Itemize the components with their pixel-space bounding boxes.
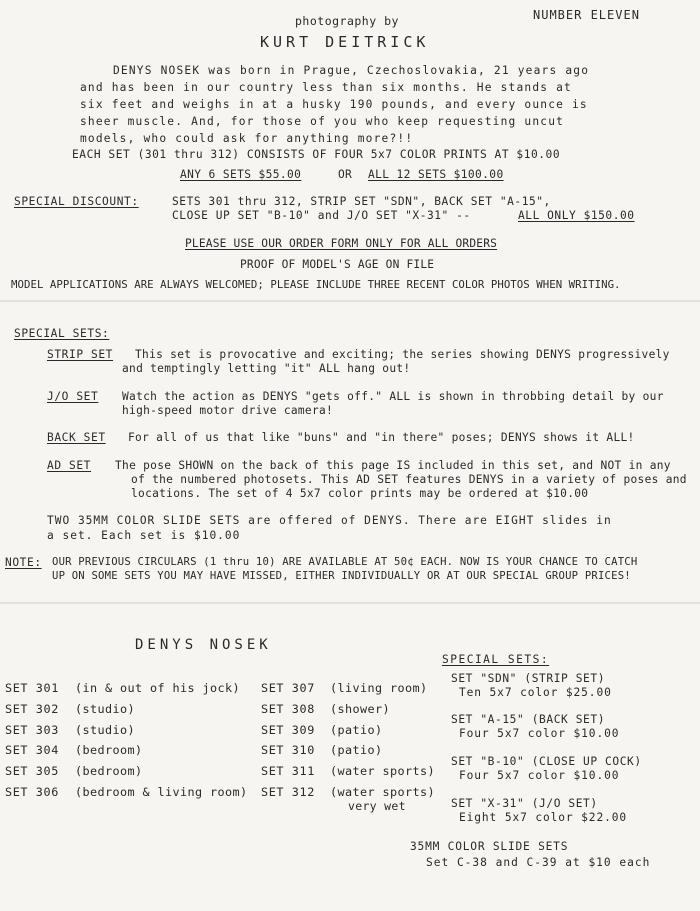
set-description: (studio) bbox=[75, 722, 136, 737]
set-description: (bedroom) bbox=[75, 743, 143, 758]
special-set-detail: Four 5x7 color $10.00 bbox=[459, 727, 620, 740]
special-set-name: SET "X-31" (J/O SET) bbox=[451, 797, 598, 810]
photographer-name: KURT DEITRICK bbox=[260, 33, 430, 51]
jo-set-desc: high-speed motor drive camera! bbox=[122, 404, 334, 417]
intro-line: DENYS NOSEK was born in Prague, Czechoslovakia, 21 years ago bbox=[113, 64, 590, 77]
special-set-detail: Four 5x7 color $10.00 bbox=[459, 769, 620, 782]
intro-line: six feet and weighs in at a husky 190 pounds, and every ounce is bbox=[80, 98, 588, 111]
set-number: SET 309 bbox=[261, 722, 315, 737]
set-description: (living room) bbox=[330, 681, 428, 695]
discount-line: SETS 301 thru 312, STRIP SET "SDN", BACK SET "A-15", bbox=[172, 195, 551, 208]
special-sets-heading: SPECIAL SETS: bbox=[14, 327, 110, 340]
order-form-notice: PLEASE USE OUR ORDER FORM ONLY FOR ALL ORDERS bbox=[185, 237, 498, 250]
strip-set-desc: and temptingly letting "it" ALL hang out! bbox=[122, 362, 411, 375]
set-description: (water sports) bbox=[330, 785, 436, 799]
ad-set-desc: of the numbered photosets. This AD SET features DENYS in a variety of poses and bbox=[131, 473, 687, 486]
set-number: SET 302 bbox=[5, 701, 59, 716]
all-twelve-offer: ALL 12 SETS $100.00 bbox=[368, 168, 504, 181]
ad-set-desc: locations. The set of 4 5x7 color prints may be ordered at $10.00 bbox=[131, 487, 589, 500]
set-number: SET 305 bbox=[5, 764, 59, 779]
ad-set-desc: The pose SHOWN on the back of this page IS included in this set, and NOT in any bbox=[115, 459, 671, 472]
special-set-detail: Eight 5x7 color $22.00 bbox=[459, 811, 627, 824]
applications-notice: MODEL APPLICATIONS ARE ALWAYS WELCOMED; PLEASE INCLUDE THREE RECENT COLOR PHOTOS WHEN WRITING. bbox=[11, 278, 621, 291]
discount-line: CLOSE UP SET "B-10" and J/O SET "X-31" -- bbox=[172, 209, 471, 222]
set-description: (patio) bbox=[330, 743, 383, 758]
jo-set-desc: Watch the action as DENYS "gets off." ALL is shown in throbbing detail by our bbox=[122, 390, 664, 403]
note-line: UP ON SOME SETS YOU MAY HAVE MISSED, EITHER INDIVIDUALLY OR AT OUR SPECIAL GROUP PRICES! bbox=[52, 570, 631, 582]
intro-line: and has been in our country less than six months. He stands at bbox=[80, 81, 572, 94]
set-number: SET 311 bbox=[261, 764, 315, 779]
strip-set-label: STRIP SET bbox=[47, 348, 114, 361]
note-line: OUR PREVIOUS CIRCULARS (1 thru 10) ARE AVAILABLE AT 50¢ EACH. NOW IS YOUR CHANCE TO CATCH bbox=[52, 556, 638, 568]
slide-sets-desc: TWO 35MM COLOR SLIDE SETS are offered of DENYS. There are EIGHT slides in bbox=[47, 514, 612, 527]
issue-number: NUMBER ELEVEN bbox=[533, 8, 640, 22]
strip-set-desc: This set is provocative and exciting; the series showing DENYS progressively bbox=[135, 348, 670, 361]
slides-heading: 35MM COLOR SLIDE SETS bbox=[410, 840, 569, 853]
any-six-offer: ANY 6 SETS $55.00 bbox=[180, 168, 302, 181]
slides-detail: Set C-38 and C-39 at $10 each bbox=[426, 856, 651, 869]
set-312-extra: very wet bbox=[348, 799, 406, 813]
set-number: SET 306 bbox=[5, 785, 59, 799]
paper-fold-line bbox=[0, 602, 700, 604]
set-number: SET 303 bbox=[5, 722, 59, 737]
note-label: NOTE: bbox=[5, 556, 42, 569]
set-description: (in & out of his jock) bbox=[75, 681, 241, 695]
back-set-label: BACK SET bbox=[47, 431, 106, 444]
set-number: SET 304 bbox=[5, 743, 59, 758]
discount-total: ALL ONLY $150.00 bbox=[518, 209, 635, 222]
set-description: (patio) bbox=[330, 722, 383, 737]
ad-set-label: AD SET bbox=[47, 459, 92, 472]
set-description: (shower) bbox=[330, 701, 391, 716]
special-discount-label: SPECIAL DISCOUNT: bbox=[14, 195, 139, 208]
set-number: SET 310 bbox=[261, 743, 315, 758]
set-number: SET 307 bbox=[261, 681, 315, 695]
set-description: (studio) bbox=[75, 701, 136, 716]
catalog-special-heading: SPECIAL SETS: bbox=[442, 653, 550, 666]
set-description: (bedroom) bbox=[75, 764, 143, 779]
intro-line: sheer muscle. And, for those of you who keep requesting uncut bbox=[80, 115, 565, 128]
each-set-price: EACH SET (301 thru 312) CONSISTS OF FOUR 5x7 COLOR PRINTS AT $10.00 bbox=[72, 148, 561, 161]
special-set-detail: Ten 5x7 color $25.00 bbox=[459, 686, 612, 699]
jo-set-label: J/O SET bbox=[47, 390, 99, 403]
special-set-name: SET "A-15" (BACK SET) bbox=[451, 713, 606, 726]
slide-sets-desc: a set. Each set is $10.00 bbox=[47, 529, 241, 542]
set-description: (bedroom & living room) bbox=[75, 785, 248, 799]
set-number: SET 308 bbox=[261, 701, 315, 716]
paper-fold-line bbox=[0, 300, 700, 302]
proof-notice: PROOF OF MODEL'S AGE ON FILE bbox=[240, 258, 435, 271]
or-text: OR bbox=[338, 168, 353, 181]
set-number: SET 301 bbox=[5, 681, 59, 695]
special-set-name: SET "SDN" (STRIP SET) bbox=[451, 672, 606, 685]
intro-line: models, who could ask for anything more?!! bbox=[80, 132, 414, 145]
model-name-heading: DENYS NOSEK bbox=[135, 637, 272, 653]
set-number: SET 312 bbox=[261, 785, 315, 799]
set-description: (water sports) bbox=[330, 764, 436, 779]
back-set-desc: For all of us that like "buns" and "in there" poses; DENYS shows it ALL! bbox=[128, 431, 635, 444]
special-set-name: SET "B-10" (CLOSE UP COCK) bbox=[451, 755, 642, 768]
byline: photography by bbox=[295, 14, 399, 28]
